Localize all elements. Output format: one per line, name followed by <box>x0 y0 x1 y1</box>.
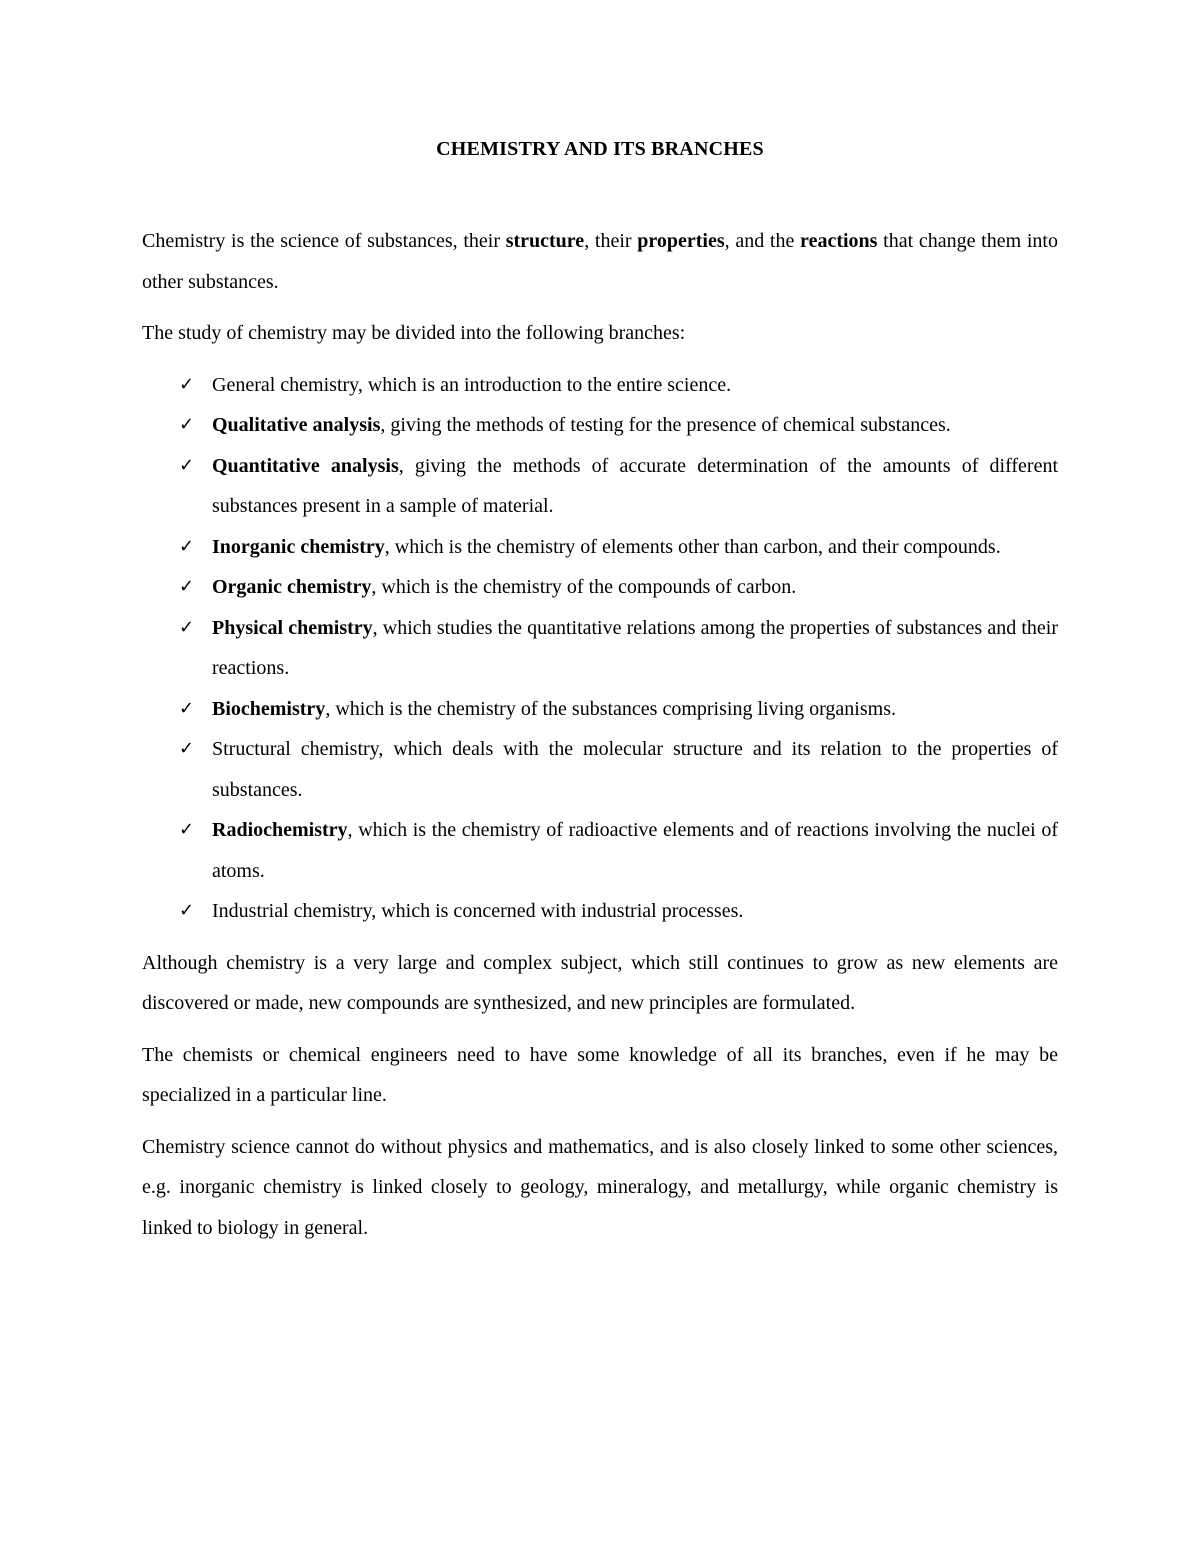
checkmark-icon: ✓ <box>179 454 195 476</box>
checkmark-icon: ✓ <box>179 697 195 719</box>
document-title: CHEMISTRY AND ITS BRANCHES <box>436 138 764 160</box>
intro-text-2: , their <box>584 230 638 252</box>
branch-name: Physical chemistry <box>212 616 373 639</box>
intro-text-3: , and the <box>724 230 801 252</box>
branch-description: Structural chemistry, which deals with the molecular structure and its relation to the properties of substances. <box>212 738 1058 801</box>
checkmark-icon: ✓ <box>179 819 195 840</box>
checkmark-icon: ✓ <box>179 900 195 921</box>
list-item <box>142 608 1058 689</box>
branch-name: Biochemistry <box>212 697 326 720</box>
branch-description: , giving the methods of testing for the presence of chemical substances. <box>380 414 951 436</box>
intro-text-1: Chemistry is the science of substances, their <box>142 230 506 252</box>
branch-description: , which is the chemistry of the compounds of carbon. <box>371 576 797 598</box>
branch-description: , which is the chemistry of elements other than carbon, and their compounds. <box>384 535 1001 558</box>
body-paragraph: Although chemistry is a very large and complex subject, which still continues to grow as new elements are discovered or made, new compounds are synthesized, and new principles are formulated. <box>142 951 1058 1014</box>
list-item <box>142 567 1058 608</box>
document-page <box>142 138 1058 1259</box>
intro-text-4: that change them into other substances. <box>142 230 1058 293</box>
list-item <box>142 527 1058 568</box>
branch-description: , giving the methods of accurate determination of the amounts of different substances present in a sample of material. <box>212 454 1059 517</box>
list-item <box>142 446 1058 527</box>
checkmark-icon: ✓ <box>179 576 195 597</box>
branch-description: , which is the chemistry of the substances comprising living organisms. <box>325 697 896 720</box>
checkmark-icon: ✓ <box>179 414 195 435</box>
branch-description: , which studies the quantitative relations among the properties of substances and their reactions. <box>212 616 1058 679</box>
branch-name: Organic chemistry <box>212 576 372 598</box>
branch-description: General chemistry, which is an introduction to the entire science. <box>212 373 732 396</box>
branch-name: Radiochemistry <box>212 819 348 841</box>
term-structure: structure <box>505 230 585 252</box>
checkmark-icon: ✓ <box>179 738 195 759</box>
term-reactions: reactions <box>800 230 878 252</box>
list-item <box>142 689 1058 730</box>
term-properties: properties <box>637 230 725 252</box>
branch-name: Quantitative analysis <box>212 454 399 477</box>
branch-description: Industrial chemistry, which is concerned with industrial processes. <box>212 900 744 922</box>
list-item <box>142 891 1058 932</box>
branch-name: Qualitative analysis <box>212 414 381 436</box>
list-item <box>142 810 1058 891</box>
list-item <box>142 365 1058 406</box>
checkmark-icon: ✓ <box>179 616 195 638</box>
checkmark-icon: ✓ <box>179 535 195 557</box>
branches-lead: The study of chemistry may be divided into the following branches: <box>142 322 686 344</box>
branch-description: , which is the chemistry of radioactive elements and of reactions involving the nuclei of atoms. <box>212 819 1058 882</box>
branches-list <box>142 365 1058 932</box>
checkmark-icon: ✓ <box>179 373 195 395</box>
branch-name: Inorganic chemistry <box>212 535 385 558</box>
body-paragraph: Chemistry science cannot do without physics and mathematics, and is also closely linked to some other sciences, e.g. inorganic chemistry is linked closely to geology, mineralogy, and metallurgy, while organic chemistry is linked to biology in general. <box>142 1135 1058 1239</box>
list-item <box>142 405 1058 446</box>
body-paragraph: The chemists or chemical engineers need to have some knowledge of all its branches, even if he may be specialized in a particular line. <box>142 1043 1058 1106</box>
intro-paragraph <box>142 221 1058 302</box>
list-item <box>142 729 1058 810</box>
